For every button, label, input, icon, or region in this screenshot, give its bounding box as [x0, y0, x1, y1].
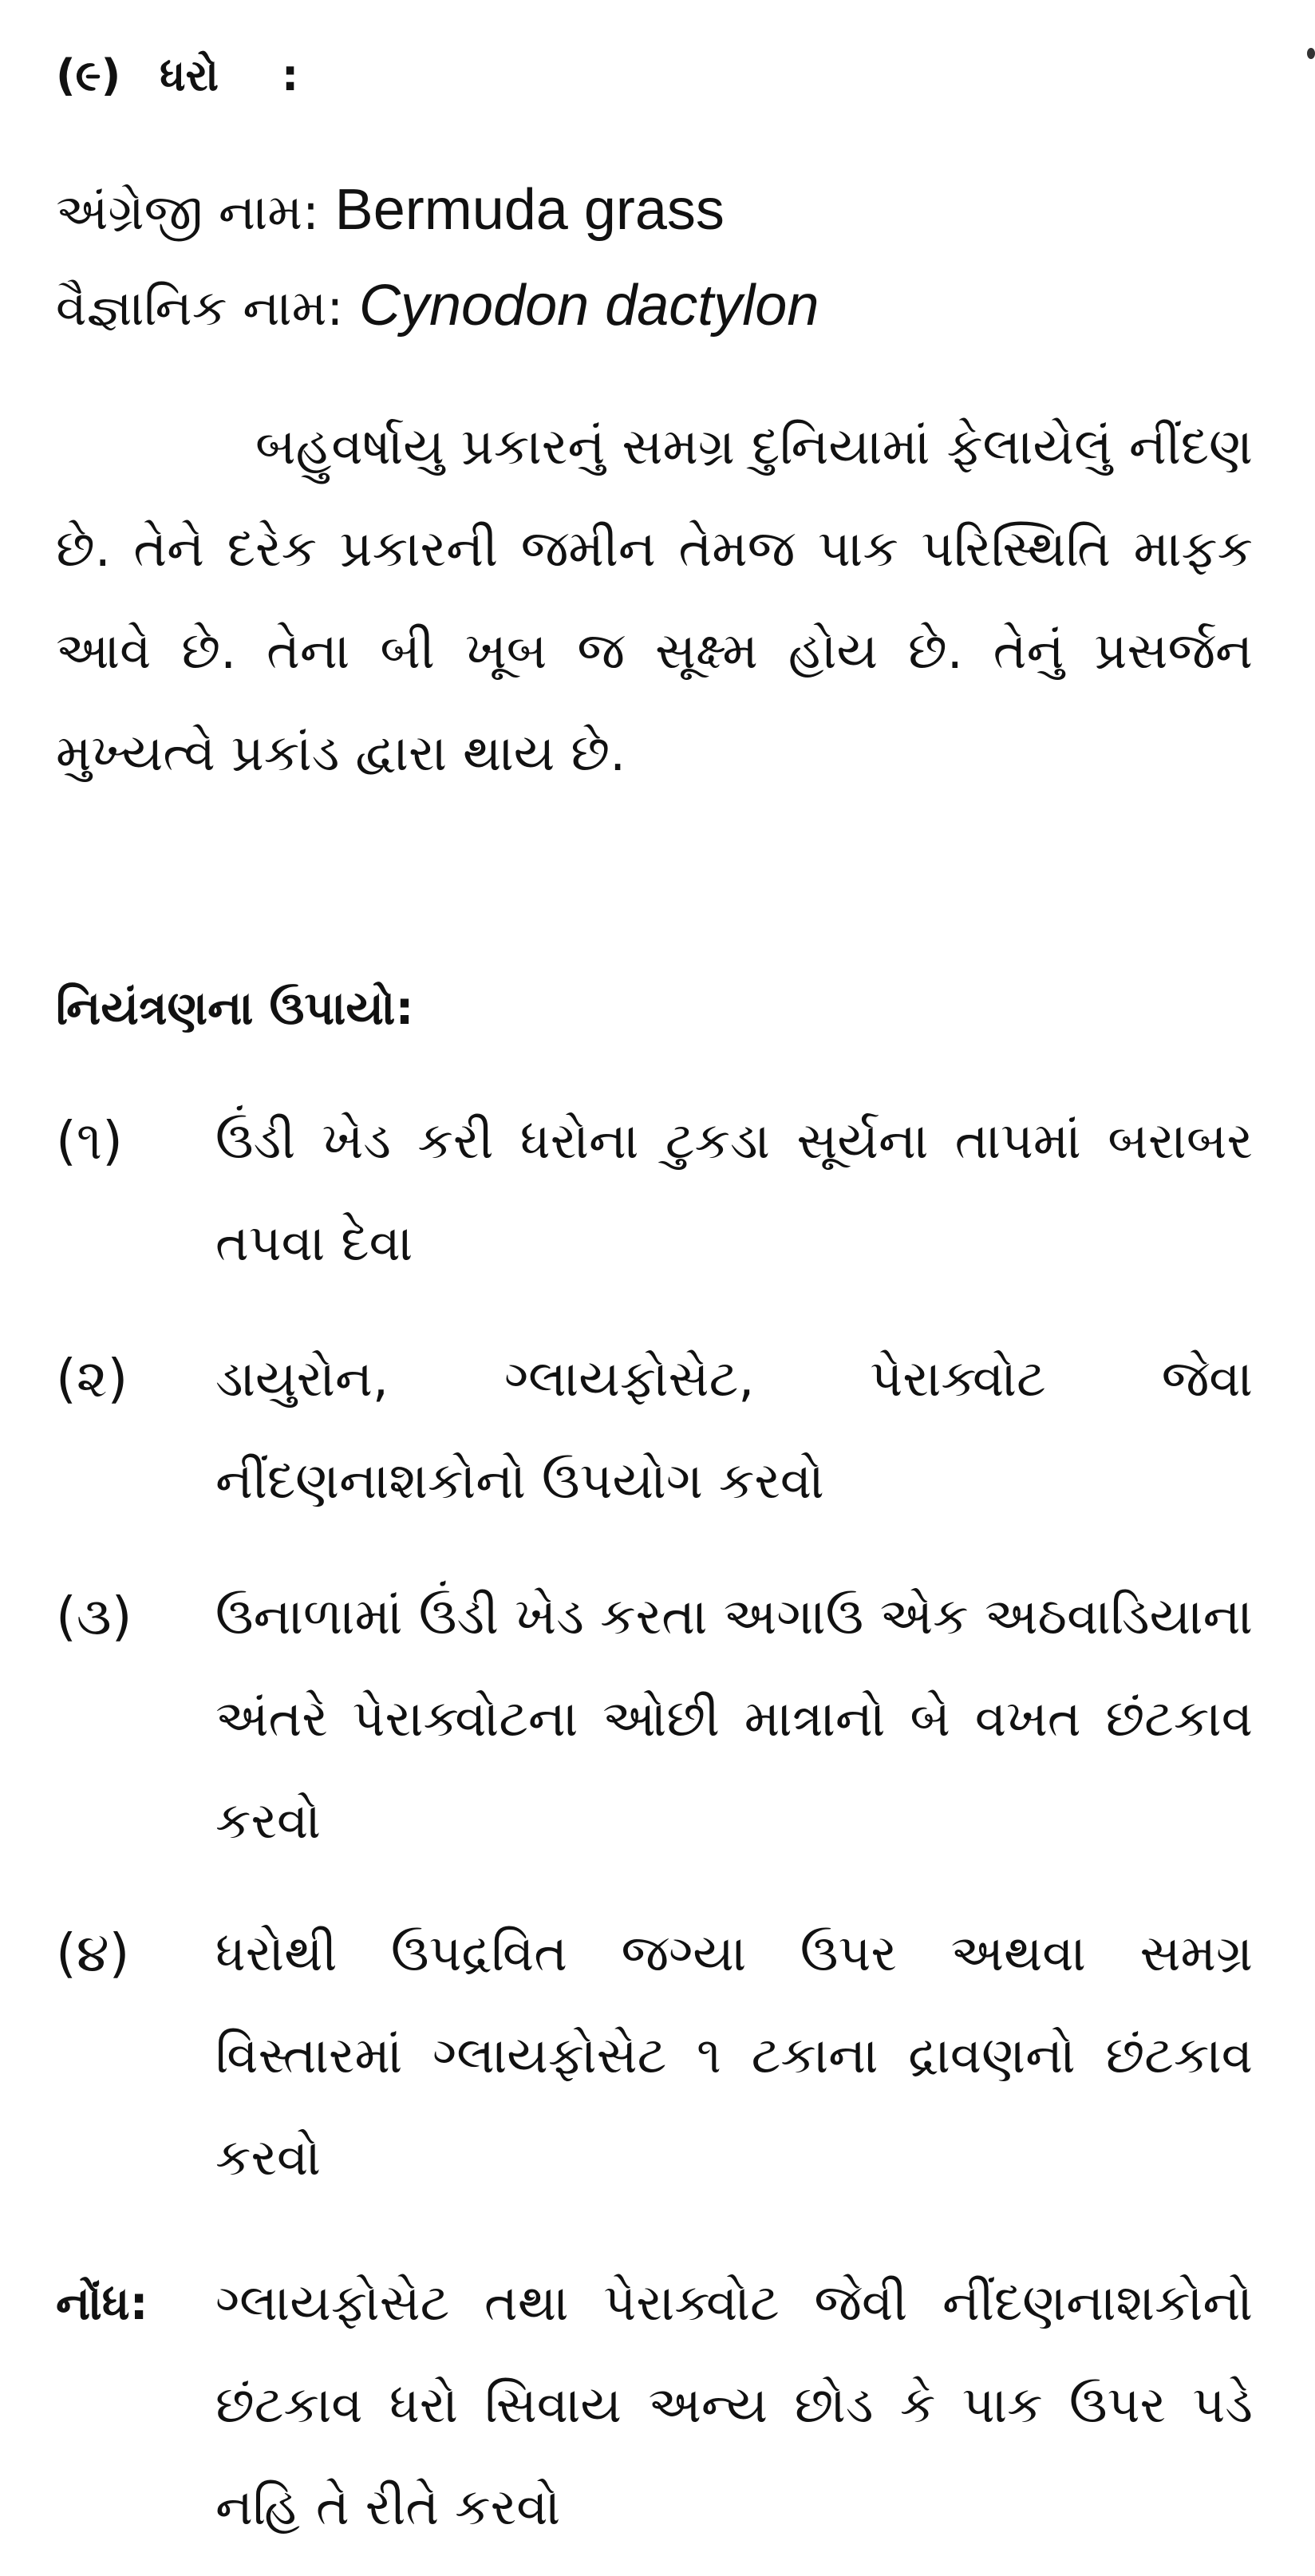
english-name-line [56, 174, 725, 248]
heading-colon: : [281, 50, 299, 101]
heading-number: (૯) [56, 50, 121, 101]
control-item-text: ઉંડી ખેડ કરી ધરોના ટુકડા સૂર્યના તાપમાં બરાબર તપવા દેવા [215, 1112, 1253, 1272]
weed-heading [56, 44, 298, 108]
control-item-text: ડાયુરોન, ગ્લાયફોસેટ, પેરાક્વોટ જેવા નીંદણનાશકોનો ઉપયોગ કરવો [215, 1349, 1253, 1510]
description-paragraph: બહુવર્ષાયુ પ્રકારનું સમગ્ર દુનિયામાં ફેલાયેલું નીંદણ છે. તેને દરેક પ્રકારની જમીન તેમજ પાક પરિસ્થિતિ માફક આવે છે. તેના બી ખૂબ જ સૂક્ષ્મ હોય છે. તેનું પ્રસર્જન મુખ્યત્વે પ્રકાંડ દ્વારા થાય છે. [56, 417, 1253, 782]
control-item-marker: (૨) [56, 1348, 128, 1409]
note-label: નોંધ: [56, 2276, 148, 2330]
control-item [56, 1902, 1253, 2209]
control-item-text: ઉનાળામાં ઉંડી ખેડ કરતા અગાઉ એક અઠવાડિયાના અંતરે પેરાક્વોટના ઓછી માત્રાનો બે વખત છંટકાવ કરવો [215, 1587, 1253, 1850]
control-item [56, 1566, 1253, 1872]
control-item-marker: (૧) [56, 1110, 123, 1171]
note-text: ગ્લાયફોસેટ તથા પેરાક્વોટ જેવી નીંદણનાશકોનો છંટકાવ ધરો સિવાય અન્ય છોડ કે પાક ઉપર પડે નહિ તે રીતે કરવો [215, 2274, 1253, 2536]
scientific-name-value: Cynodon dactylon [359, 274, 819, 338]
control-item-text: ધરોથી ઉપદ્રવિત જગ્યા ઉપર અથવા સમગ્ર વિસ્તારમાં ગ્લાયફોસેટ ૧ ટકાના દ્રાવણનો છંટકાવ કરવો [215, 1924, 1253, 2187]
note-block [56, 2252, 1253, 2558]
control-item [56, 1328, 1253, 1532]
english-name-value: Bermuda grass [334, 178, 725, 242]
control-item-marker: (૪) [56, 1922, 130, 1984]
english-name-label: અંગ્રેજી નામ: [56, 183, 319, 241]
heading-title: ધરો [160, 50, 219, 101]
control-item-marker: (૩) [56, 1586, 132, 1647]
control-item [56, 1090, 1253, 1294]
control-heading: નિયંત્રણના ઉપાયો: [56, 981, 414, 1035]
scientific-name-label: વૈજ્ઞાનિક નામ: [56, 279, 344, 337]
scientific-name-line [56, 270, 819, 344]
edge-mark [1307, 48, 1315, 59]
